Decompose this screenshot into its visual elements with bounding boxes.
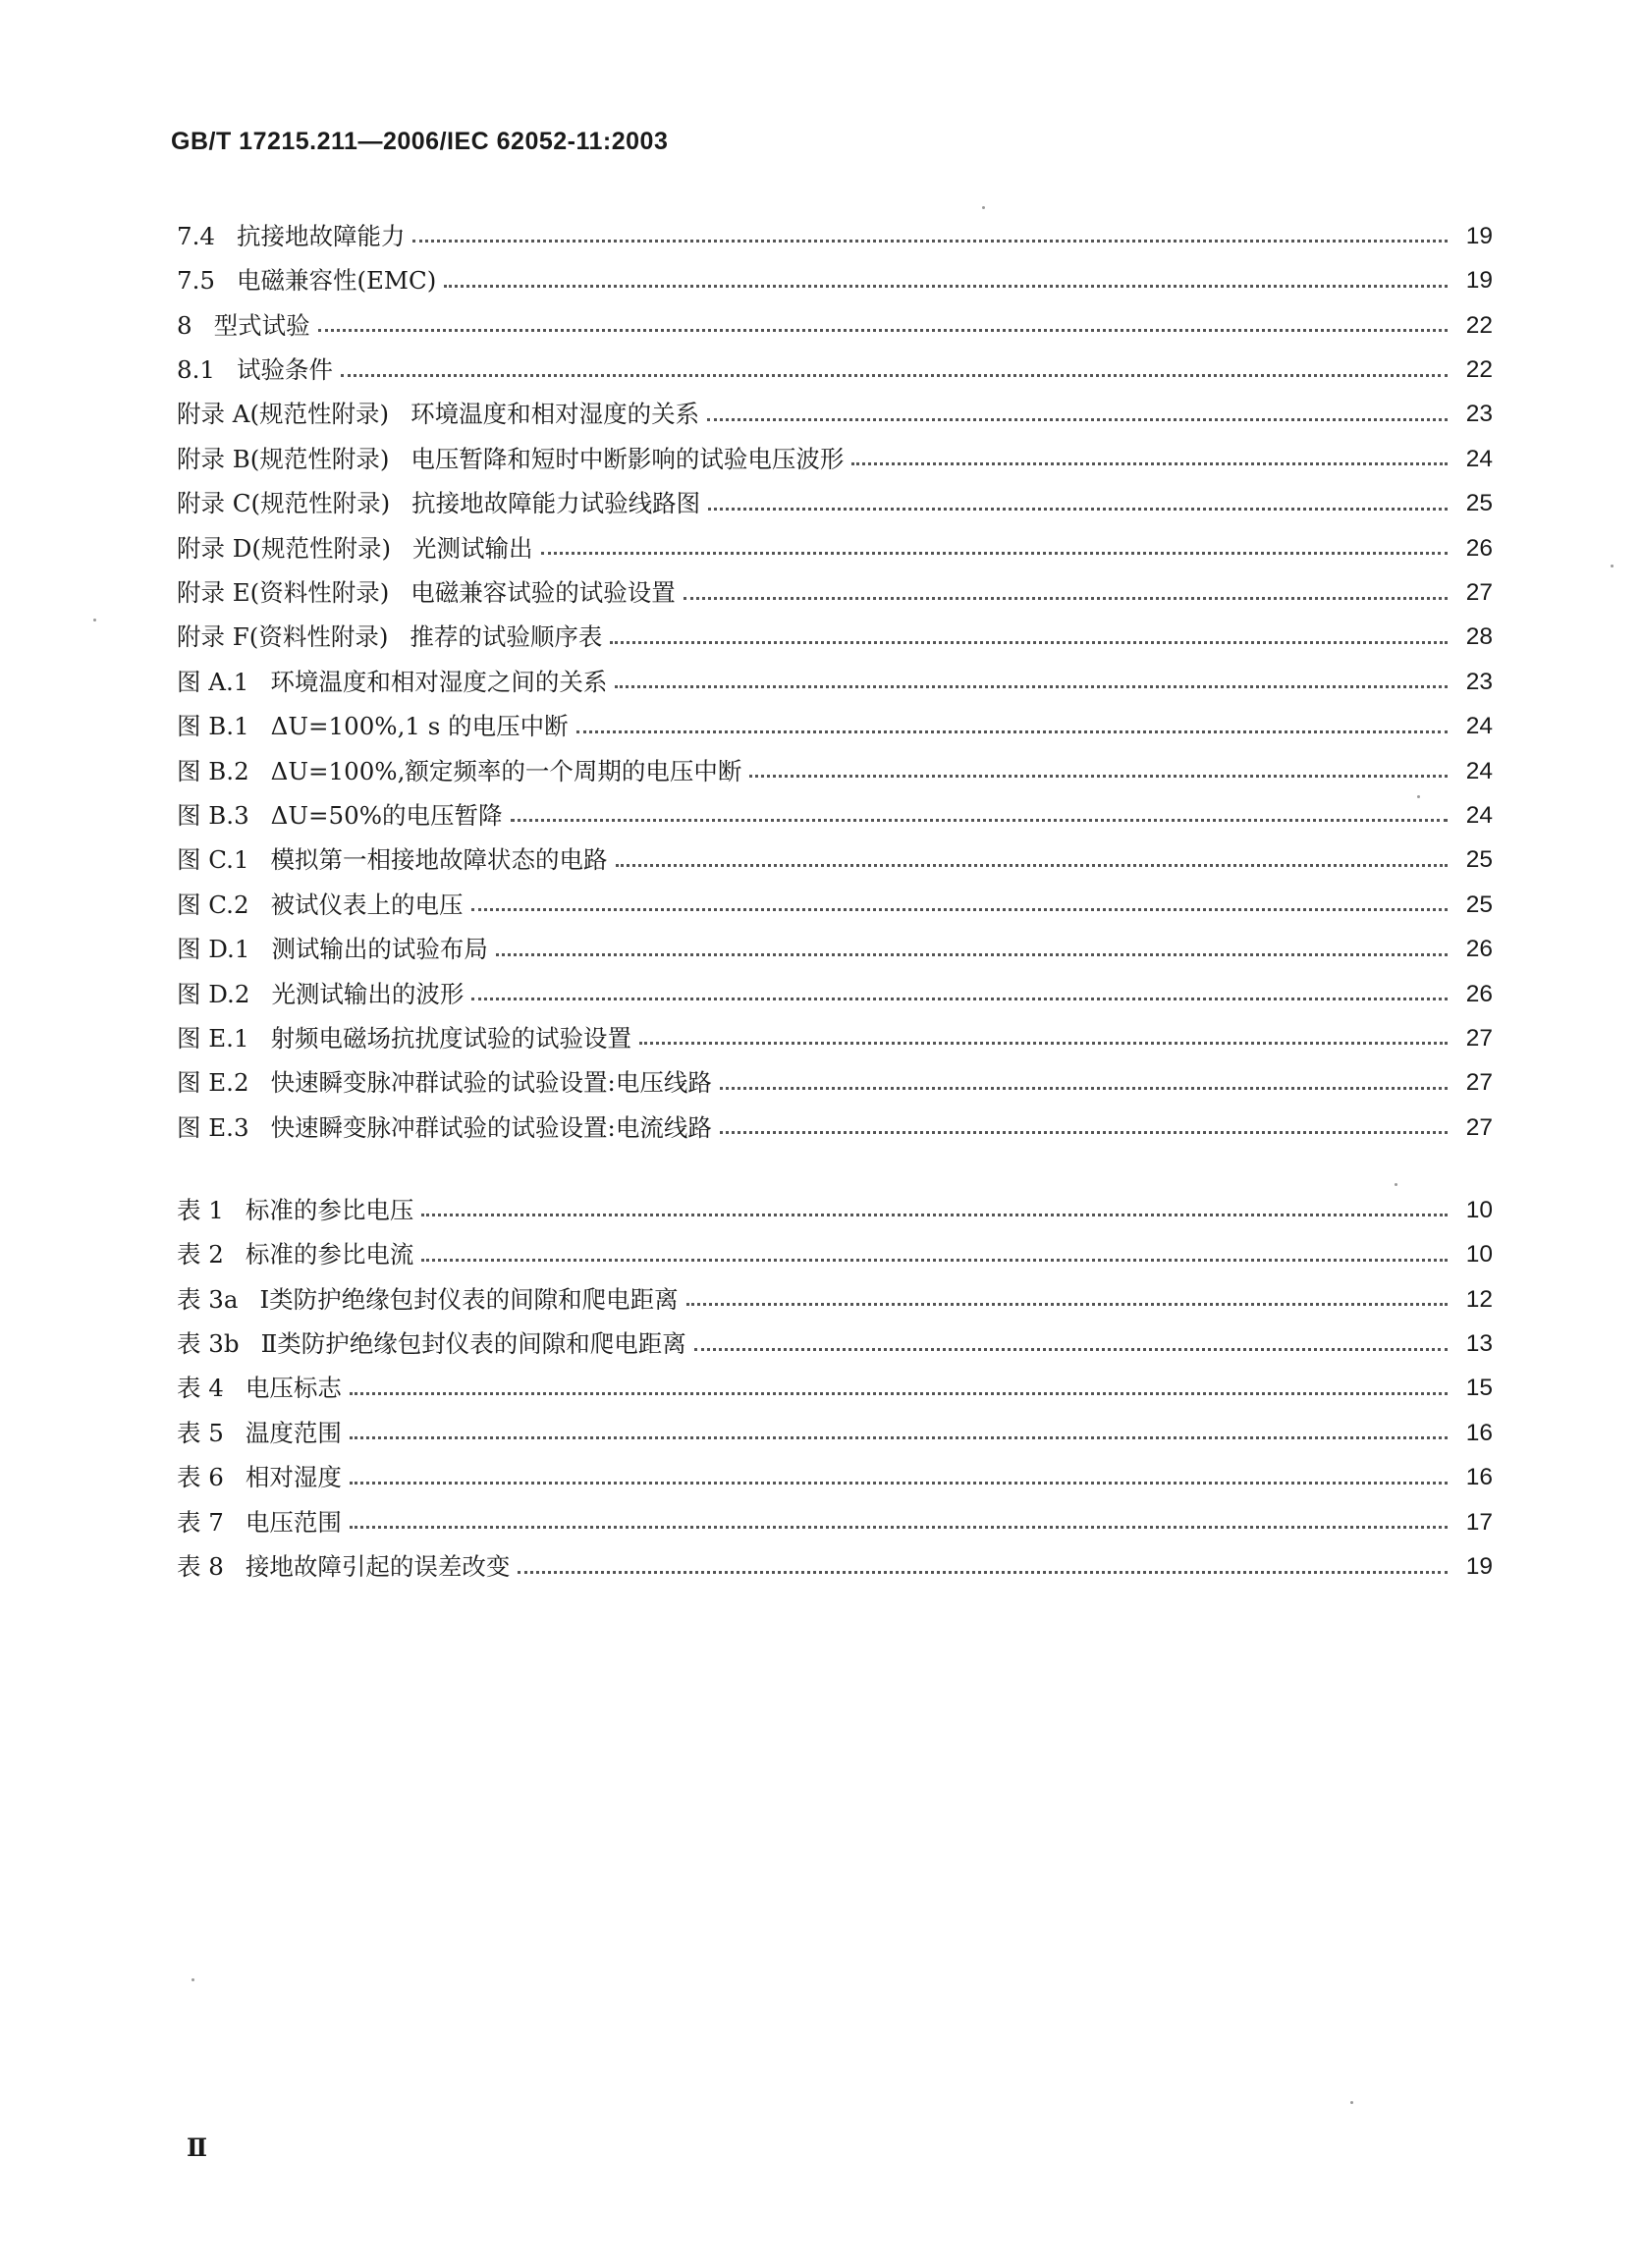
toc-entry-title: 快速瞬变脉冲群试验的试验设置:电流线路 [270, 1112, 712, 1142]
table-entry-title: Ⅰ类防护绝缘包封仪表的间隙和爬电距离 [259, 1284, 679, 1314]
table-entry-title: 相对湿度 [245, 1463, 342, 1492]
toc-entry-label [177, 1068, 712, 1098]
toc-entry-title: 环境温度和相对湿度的关系 [410, 400, 700, 429]
table-entry-label [177, 1463, 342, 1492]
dot-leader [686, 1303, 1448, 1306]
toc-entry-page: 27 [1465, 1113, 1493, 1141]
toc-entry-number: 附录 F(资料性附录) [177, 622, 389, 652]
dot-leader [707, 418, 1448, 421]
toc-entry[interactable] [177, 1096, 1493, 1140]
toc-entry-title: 快速瞬变脉冲群试验的试验设置:电压线路 [270, 1068, 712, 1098]
toc-entry-page: 23 [1465, 401, 1493, 428]
dot-leader [749, 775, 1448, 778]
toc-entry[interactable] [177, 917, 1493, 964]
toc-entry-number: 附录 C(规范性附录) [177, 489, 391, 518]
table-entry[interactable] [177, 1401, 1493, 1445]
toc-entry-page: 26 [1465, 534, 1493, 562]
toc-entry-label [177, 756, 742, 785]
toc-entry-title: 光测试输出 [412, 533, 533, 563]
dot-leader [496, 953, 1448, 956]
toc-entry-number: 图 E.2 [177, 1068, 249, 1098]
dot-leader [471, 998, 1448, 1000]
toc-entry-title: ΔU=100%,额定频率的一个周期的电压中断 [270, 756, 742, 785]
page-number: Ⅱ [187, 2133, 208, 2162]
toc-entry[interactable] [177, 739, 1493, 783]
table-entry-title: 标准的参比电压 [245, 1195, 414, 1224]
toc-entry-number: 附录 B(规范性附录) [177, 444, 390, 473]
table-entry-label [177, 1552, 511, 1582]
toc-entry-title: 电压暂降和短时中断影响的试验电压波形 [410, 444, 845, 473]
toc-entry[interactable] [177, 471, 1493, 518]
toc-entry-label [177, 845, 608, 875]
toc-entry[interactable] [177, 1051, 1493, 1098]
toc-entry-number: 图 C.2 [177, 890, 249, 919]
table-entry-number: 表 4 [177, 1374, 224, 1403]
table-entry-number: 表 3a [177, 1284, 239, 1314]
table-entry-label [177, 1418, 342, 1447]
toc-entry-page: 24 [1465, 713, 1493, 740]
scan-speck [982, 206, 985, 209]
dot-leader [720, 1131, 1448, 1134]
toc-entry-number: 7.4 [177, 221, 215, 250]
toc-entry[interactable] [177, 383, 1493, 427]
toc-entry-title: 抗接地故障能力 [236, 221, 406, 250]
table-entry-title: 标准的参比电流 [245, 1240, 414, 1269]
toc-entry-title: 环境温度和相对湿度之间的关系 [270, 667, 608, 696]
scan-speck [1395, 1183, 1397, 1186]
toc-entry[interactable] [177, 516, 1493, 561]
toc-entry-title: 光测试输出的波形 [271, 979, 465, 1008]
toc-entry-label [177, 310, 310, 340]
toc-entry-label [177, 667, 608, 696]
table-entry[interactable] [177, 1445, 1493, 1492]
table-entry-label [177, 1374, 342, 1403]
dot-leader [720, 1087, 1448, 1090]
scan-speck [93, 619, 96, 621]
toc-entry-number: 图 C.1 [177, 845, 249, 875]
toc-entry-page: 19 [1465, 222, 1493, 249]
standard-header: GB/T 17215.211—2006/IEC 62052-11:2003 [171, 128, 669, 155]
toc-entry[interactable] [177, 962, 1493, 1006]
table-entry-label [177, 1507, 342, 1537]
dot-leader [616, 864, 1448, 867]
toc-entry[interactable] [177, 694, 1493, 741]
toc-entry-label [177, 890, 464, 919]
scan-speck [192, 1978, 194, 1981]
toc-entry-title: 测试输出的试验布局 [271, 935, 488, 964]
table-entry-page: 10 [1465, 1241, 1493, 1269]
table-entry-number: 表 7 [177, 1507, 224, 1537]
table-entry-number: 表 5 [177, 1418, 224, 1447]
toc-entry-label [177, 355, 333, 385]
table-entry-number: 表 2 [177, 1240, 224, 1269]
table-entry-page: 10 [1465, 1196, 1493, 1223]
dot-leader [615, 685, 1448, 688]
table-entry-number: 表 1 [177, 1195, 224, 1224]
toc-entry-number: 图 E.1 [177, 1023, 249, 1053]
dot-leader [341, 374, 1448, 377]
toc-entry-number: 8.1 [177, 355, 215, 385]
table-entry-title: 电压标志 [245, 1374, 342, 1403]
table-entry-page: 16 [1465, 1419, 1493, 1446]
toc-entry-label [177, 221, 406, 250]
toc-entry-page: 24 [1465, 757, 1493, 784]
toc-entry[interactable] [177, 783, 1493, 828]
toc-entry-label [177, 1112, 712, 1142]
toc-entry-label [177, 622, 603, 652]
toc-entry-page: 28 [1465, 623, 1493, 651]
table-entry-page: 16 [1465, 1464, 1493, 1491]
dot-leader [518, 1571, 1448, 1574]
dot-leader [350, 1392, 1448, 1395]
toc-entry-number: 图 D.1 [177, 935, 250, 964]
table-entry[interactable] [177, 1535, 1493, 1582]
toc-entry-page: 23 [1465, 668, 1493, 695]
toc-entry-page: 27 [1465, 1069, 1493, 1097]
toc-entry[interactable] [177, 650, 1493, 694]
table-entry-label [177, 1195, 414, 1224]
toc-entry-page: 19 [1465, 267, 1493, 295]
table-entry-number: 表 3b [177, 1329, 240, 1359]
toc-entry-page: 27 [1465, 579, 1493, 607]
toc-entry[interactable] [177, 248, 1493, 296]
dot-leader [350, 1482, 1448, 1485]
toc-entry-title: 型式试验 [213, 310, 310, 340]
toc-entry-number: 7.5 [177, 266, 215, 296]
dot-leader [350, 1526, 1448, 1529]
toc-entry[interactable] [177, 427, 1493, 471]
toc-entry-page: 25 [1465, 891, 1493, 918]
table-entry-label [177, 1240, 414, 1269]
dot-leader [471, 908, 1448, 911]
dot-leader [576, 730, 1448, 733]
table-entry-label [177, 1284, 679, 1314]
toc-entry-label [177, 444, 845, 473]
toc-entry-label [177, 489, 701, 518]
dot-leader [412, 240, 1448, 243]
table-entry-page: 19 [1465, 1553, 1493, 1581]
toc-entry-title: 被试仪表上的电压 [270, 890, 464, 919]
dot-leader [421, 1214, 1448, 1216]
toc-entry-number: 图 D.2 [177, 979, 250, 1008]
table-entry-number: 表 6 [177, 1463, 224, 1492]
toc-entry[interactable] [177, 1006, 1493, 1051]
toc-entry-page: 22 [1465, 311, 1493, 339]
toc-entry-label [177, 979, 465, 1008]
scan-speck [1417, 795, 1420, 798]
toc-entry-title: 模拟第一相接地故障状态的电路 [270, 845, 608, 875]
toc-entry-number: 附录 E(资料性附录) [177, 578, 390, 608]
toc-entry-page: 27 [1465, 1024, 1493, 1052]
toc-entry-title: 射频电磁场抗扰度试验的试验设置 [270, 1023, 632, 1053]
toc-entry-number: 图 B.1 [177, 712, 249, 741]
table-entry[interactable] [177, 1268, 1493, 1312]
toc-entry-number: 8 [177, 310, 192, 340]
dot-leader [541, 552, 1448, 555]
toc-entry-title: 电磁兼容性(EMC) [236, 266, 437, 296]
toc-entry-page: 22 [1465, 356, 1493, 384]
toc-entry-label [177, 712, 569, 741]
table-entry[interactable] [177, 1222, 1493, 1267]
toc-entry-page: 24 [1465, 445, 1493, 472]
table-entry-title: 接地故障引起的误差改变 [245, 1552, 511, 1582]
toc-list [177, 204, 1493, 1140]
table-entry-page: 15 [1465, 1375, 1493, 1402]
toc-entry-label [177, 266, 437, 296]
dot-leader [511, 819, 1449, 822]
toc-entry-label [177, 1023, 632, 1053]
toc-entry-label [177, 578, 676, 608]
dot-leader [421, 1259, 1448, 1262]
toc-entry-number: 附录 D(规范性附录) [177, 533, 392, 563]
dot-leader [684, 597, 1448, 600]
table-entry[interactable] [177, 1178, 1493, 1222]
table-entry-title: Ⅱ类防护绝缘包封仪表的间隙和爬电距离 [260, 1329, 686, 1359]
toc-entry-title: 电磁兼容试验的试验设置 [410, 578, 676, 608]
dot-leader [694, 1348, 1448, 1351]
toc-entry-page: 25 [1465, 490, 1493, 517]
tables-list [177, 1178, 1493, 1580]
toc-entry-title: ΔU=100%,1 s 的电压中断 [270, 712, 569, 741]
toc-entry-number: 附录 A(规范性附录) [177, 400, 390, 429]
table-entry-title: 电压范围 [245, 1507, 342, 1537]
toc-entry-page: 24 [1465, 801, 1493, 829]
dot-leader [851, 462, 1448, 465]
toc-entry[interactable] [177, 873, 1493, 917]
toc-entry[interactable] [177, 338, 1493, 385]
table-entry-page: 12 [1465, 1285, 1493, 1313]
toc-entry[interactable] [177, 561, 1493, 608]
dot-leader [610, 641, 1448, 644]
table-entry-page: 13 [1465, 1330, 1493, 1358]
dot-leader [708, 508, 1448, 511]
toc-entry-page: 26 [1465, 936, 1493, 963]
toc-entry[interactable] [177, 606, 1493, 650]
toc-entry-title: ΔU=50%的电压暂降 [270, 800, 503, 830]
table-entry-page: 17 [1465, 1508, 1493, 1536]
dot-leader [639, 1042, 1448, 1045]
table-entry-title: 温度范围 [245, 1418, 342, 1447]
toc-entry-page: 26 [1465, 980, 1493, 1007]
table-entry-number: 表 8 [177, 1552, 224, 1582]
toc-entry-number: 图 B.2 [177, 756, 249, 785]
dot-leader [350, 1436, 1448, 1439]
toc-entry-label [177, 533, 533, 563]
toc-entry-title: 试验条件 [236, 355, 333, 385]
dot-leader [444, 285, 1448, 288]
toc-entry[interactable] [177, 828, 1493, 875]
table-entry-label [177, 1329, 686, 1359]
toc-entry[interactable] [177, 204, 1493, 248]
toc-entry-number: 图 E.3 [177, 1112, 249, 1142]
toc-entry-title: 推荐的试验顺序表 [410, 622, 603, 652]
toc-entry-label [177, 400, 700, 429]
scan-speck [1611, 565, 1614, 567]
toc-entry-number: 图 B.3 [177, 800, 249, 830]
toc-entry-page: 25 [1465, 846, 1493, 874]
table-entry[interactable] [177, 1357, 1493, 1401]
scan-speck [1350, 2101, 1353, 2104]
toc-entry[interactable] [177, 294, 1493, 338]
toc-entry-label [177, 935, 488, 964]
toc-entry-title: 抗接地故障能力试验线路图 [411, 489, 701, 518]
toc-entry-number: 图 A.1 [177, 667, 249, 696]
table-entry[interactable] [177, 1312, 1493, 1359]
toc-entry-label [177, 800, 503, 830]
table-entry[interactable] [177, 1490, 1493, 1535]
dot-leader [318, 329, 1448, 332]
